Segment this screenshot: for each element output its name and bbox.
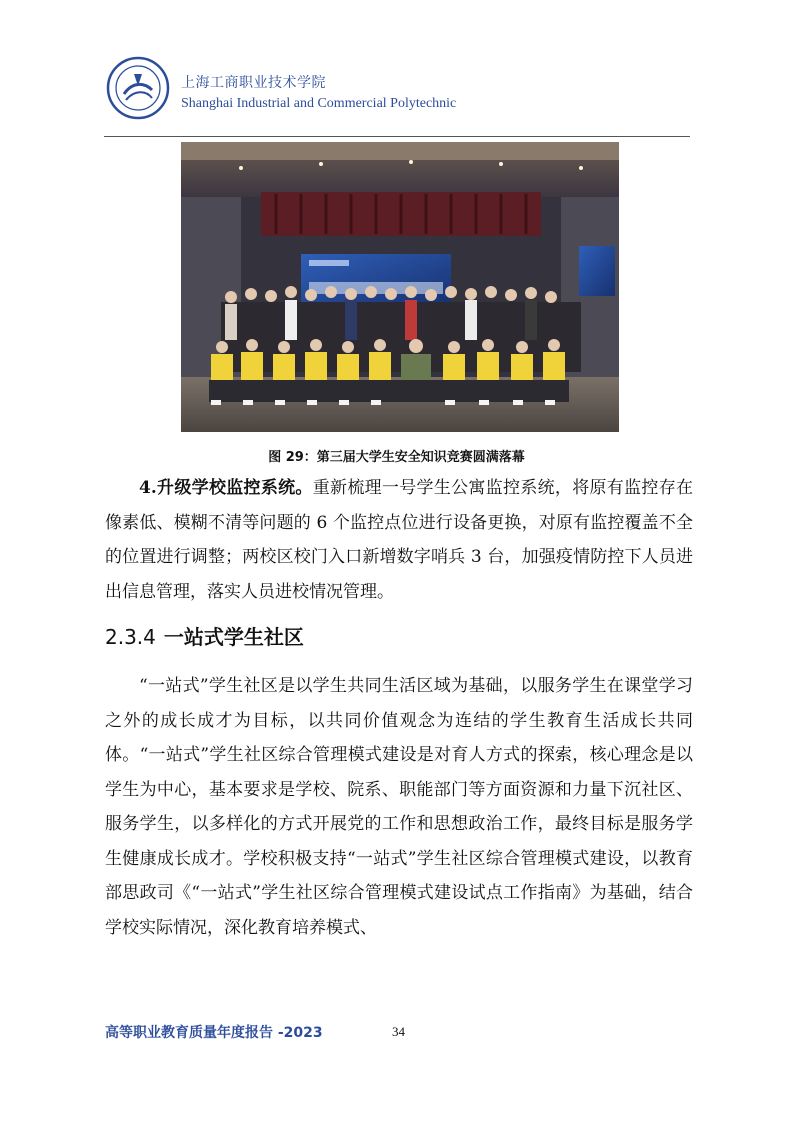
section-title: 一站式学生社区	[163, 625, 304, 649]
institution-name-en: Shanghai Industrial and Commercial Polytechnic	[181, 96, 457, 111]
paragraph-body: 重新梳理一号学生公寓监控系统，将原有监控存在像素低、模糊不清等问题的 6 个监控点位进行设备更换，对原有监控覆盖不全的位置进行调整；两校区校门入口新增数字哨兵 3 台，加强疫情防控下人员进出信息管理，落实人员进校情况管理。	[105, 478, 693, 602]
footer-report-title: 高等职业教育质量年度报告 -2023	[105, 1025, 323, 1041]
paragraph-monitoring-upgrade	[105, 471, 693, 609]
event-photo	[181, 142, 619, 432]
paragraph-student-community: “一站式”学生社区是以学生共同生活区域为基础，以服务学生在课堂学习之外的成长成才为目标，以共同价值观念为连结的学生教育生活成长共同体。“一站式”学生社区综合管理模式建设是对育人方式的探索，核心理念是以学生为中心，基本要求是学校、院系、职能部门等方面资源和力量下沉社区、服务学生，以多样化的方式开展党的工作和思想政治工作，最终目标是服务学生健康成长成才。学校积极支持“一站式”学生社区综合管理模式建设，以教育部思政司《“一站式”学生社区综合管理模式建设试点工作指南》为基础，结合学校实际情况，深化教育培养模式、	[105, 676, 693, 938]
figure-caption: 图 29：第三届大学生安全知识竞赛圆满落幕	[268, 450, 525, 465]
page-number: 34	[392, 1024, 405, 1039]
header-divider	[104, 136, 690, 137]
institution-name-cn: 上海工商职业技术学院	[181, 75, 326, 91]
school-logo	[106, 56, 170, 120]
section-number: 2.3.4	[105, 625, 156, 649]
section-heading	[105, 621, 304, 650]
paragraph-lead: 4.升级学校监控系统。	[139, 478, 313, 498]
